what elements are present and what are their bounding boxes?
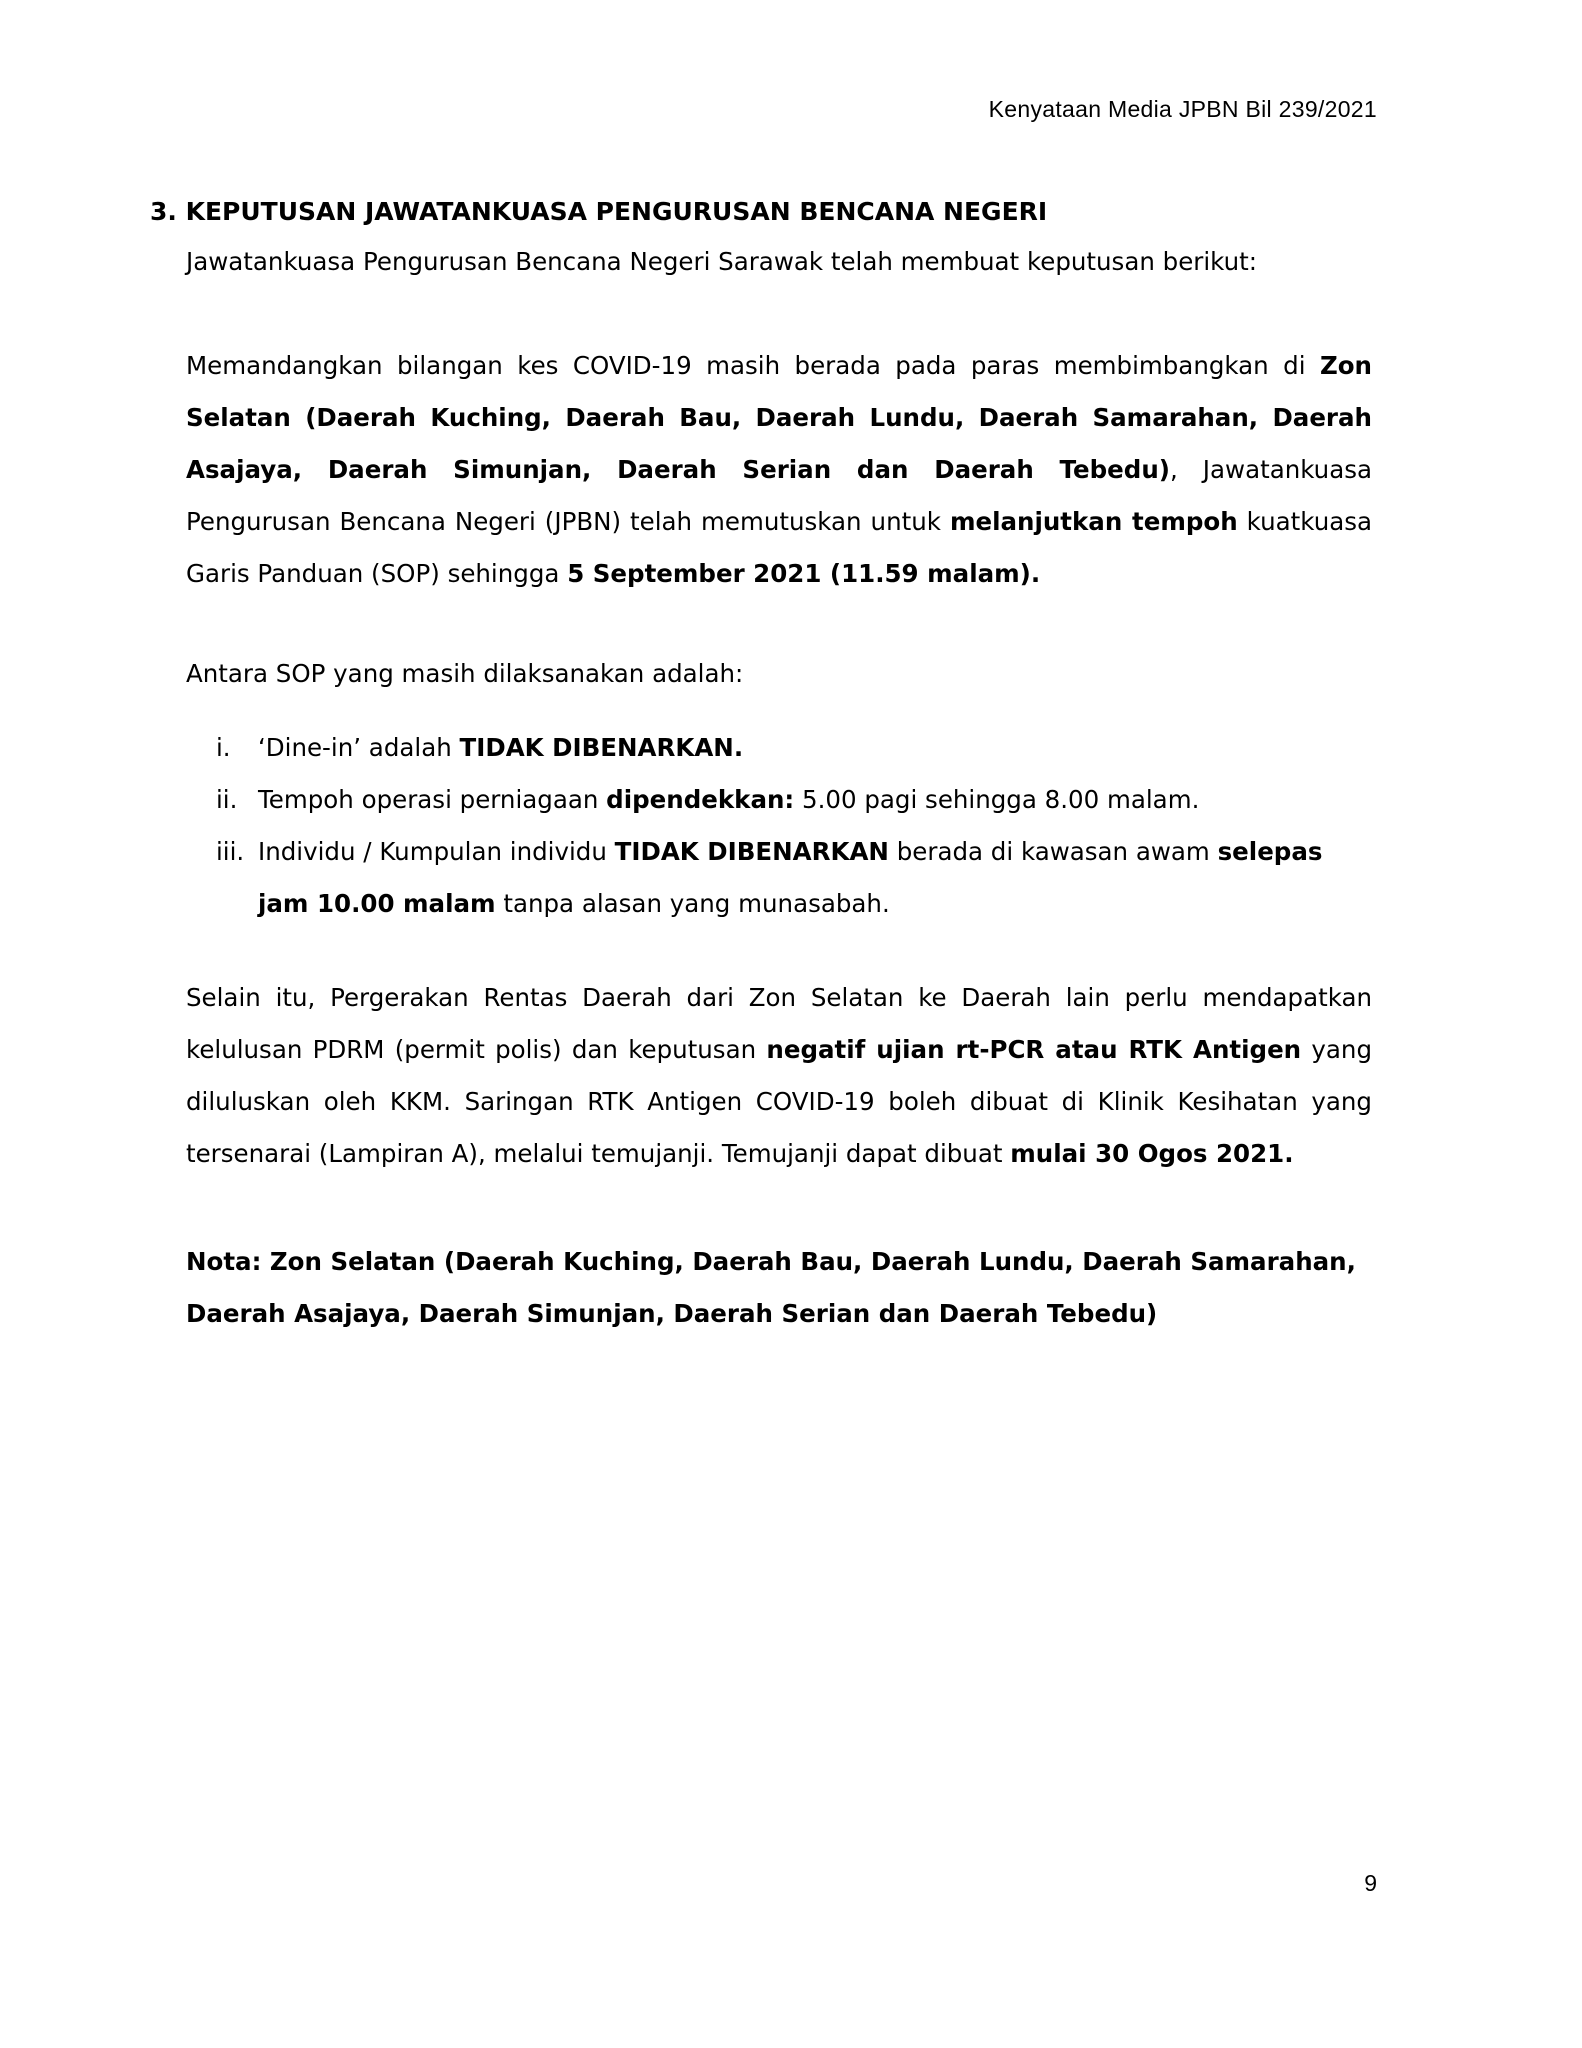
- list-text-bold: dipendekkan:: [606, 785, 795, 814]
- zone-list-bold: Zon Selatan (Daerah Kuching, Daerah Bau, Daerah Lundu, Daerah Samarahan, Daerah Asajaya, Daerah Simunjan, Daerah Serian dan Daerah Tebedu): [186, 351, 1372, 484]
- travel-text: [186, 972, 1372, 1180]
- test-requirement-bold: negatif ujian rt-PCR atau RTK Antigen: [766, 1035, 1302, 1064]
- extension-bold: melanjutkan tempoh: [949, 507, 1238, 536]
- decision-text-part: kuatkuasa Garis Panduan (SOP) sehingga: [186, 507, 1373, 588]
- deadline-bold: 5 September 2021 (11.59 malam).: [567, 559, 1041, 588]
- appointment-date-bold: mulai 30 Ogos 2021.: [1010, 1139, 1294, 1168]
- list-text-bold: TIDAK DIBENARKAN.: [459, 733, 744, 762]
- list-text-bold: TIDAK DIBENARKAN: [614, 837, 889, 866]
- section-title: 3. KEPUTUSAN JAWATANKUASA PENGURUSAN BENCANA NEGERI: [150, 197, 1048, 226]
- list-number: [186, 722, 258, 774]
- list-text: [258, 826, 1372, 930]
- list-text-part: ‘Dine-in’ adalah: [258, 733, 460, 762]
- list-item: [186, 774, 1372, 826]
- list-number-label: ii.: [216, 785, 238, 814]
- travel-paragraph: [186, 972, 1372, 1180]
- document-reference: Kenyataan Media JPBN Bil 239/2021: [988, 96, 1377, 122]
- list-number-label: iii.: [216, 837, 245, 866]
- decision-paragraph: [186, 340, 1372, 600]
- decision-text: [186, 340, 1372, 600]
- list-item: [186, 826, 1372, 930]
- list-text-bold: selepas jam 10.00 malam: [258, 837, 1323, 918]
- list-number: [186, 826, 258, 930]
- decision-text-part: Memandangkan bilangan kes COVID-19 masih berada pada paras membimbangkan di: [186, 351, 1320, 380]
- sop-list: [186, 722, 1372, 930]
- list-text-part: tanpa alasan yang munasabah.: [495, 889, 890, 918]
- note-text: Nota: Zon Selatan (Daerah Kuching, Daerah Bau, Daerah Lundu, Daerah Samarahan, Daerah Asajaya, Daerah Simunjan, Daerah Serian dan Daerah Tebedu): [186, 1247, 1356, 1328]
- page-number: 9: [1364, 1870, 1377, 1896]
- section-intro: [186, 236, 1372, 288]
- list-text-part: Individu / Kumpulan individu: [258, 837, 615, 866]
- list-text-part: berada di kawasan awam: [888, 837, 1218, 866]
- list-text: [258, 722, 1372, 774]
- list-text-part: 5.00 pagi sehingga 8.00 malam.: [794, 785, 1200, 814]
- list-item: [186, 722, 1372, 774]
- note-paragraph: [186, 1236, 1372, 1340]
- list-number-label: i.: [216, 733, 231, 762]
- travel-text-part: yang diluluskan oleh KKM. Saringan RTK Antigen COVID-19 boleh dibuat di Klinik Kesihatan yang tersenarai (Lampiran A), melalui temujanji. Temujanji dapat dibuat: [186, 1035, 1372, 1168]
- list-text-part: Tempoh operasi perniagaan: [258, 785, 607, 814]
- list-number: [186, 774, 258, 826]
- list-text: [258, 774, 1372, 826]
- intro-text: Jawatankuasa Pengurusan Bencana Negeri Sarawak telah membuat keputusan berikut:: [186, 247, 1257, 276]
- sop-intro-text: Antara SOP yang masih dilaksanakan adalah:: [186, 659, 744, 688]
- decision-text-part: , Jawatankuasa Pengurusan Bencana Negeri (JPBN) telah memutuskan untuk: [186, 455, 1372, 536]
- travel-text-part: Selain itu, Pergerakan Rentas Daerah dari Zon Selatan ke Daerah lain perlu mendapatkan kelulusan PDRM (permit polis) dan keputusan: [186, 983, 1372, 1064]
- section-heading: [150, 194, 1370, 230]
- sop-intro: [186, 648, 1372, 700]
